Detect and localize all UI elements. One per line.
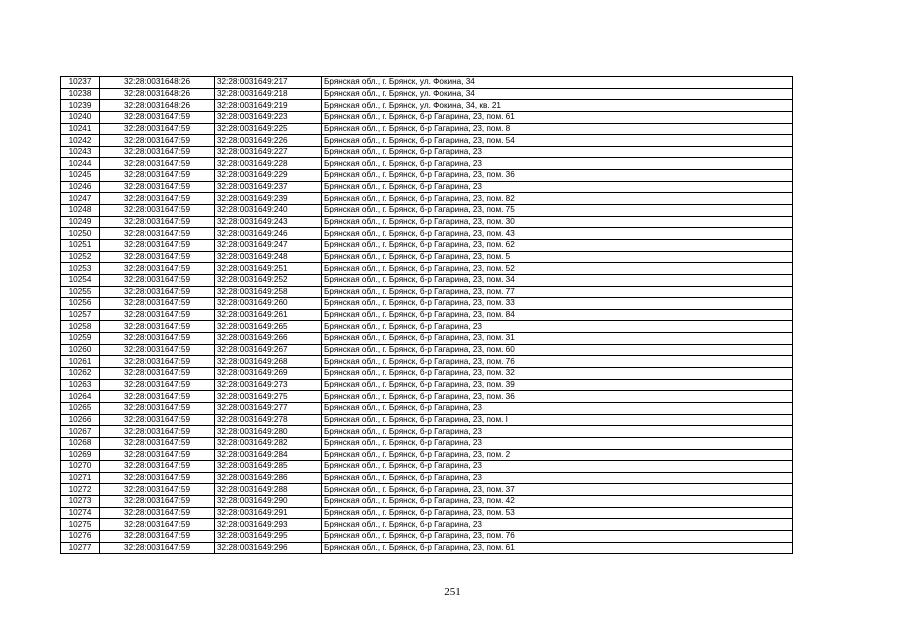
cadastral-number-cell: 32:28:0031649:284 <box>215 449 322 461</box>
cadastral-number-cell: 32:28:0031649:290 <box>215 496 322 508</box>
cadastral-number-cell: 32:28:0031649:277 <box>215 402 322 414</box>
cadastral-number-cell: 32:28:0031649:286 <box>215 472 322 484</box>
address-cell: Брянская обл., г. Брянск, б-р Гагарина, 23, пом. 82 <box>322 193 793 205</box>
row-number-cell: 10244 <box>61 158 100 170</box>
address-cell: Брянская обл., г. Брянск, б-р Гагарина, 23, пом. 36 <box>322 391 793 403</box>
cadastral-number-cell: 32:28:0031649:247 <box>215 239 322 251</box>
row-number-cell: 10264 <box>61 391 100 403</box>
parent-cadastral-number-cell: 32:28:0031647:59 <box>100 193 215 205</box>
register-table <box>60 76 793 554</box>
table-row <box>61 356 793 368</box>
cadastral-number-cell: 32:28:0031649:293 <box>215 519 322 531</box>
address-cell: Брянская обл., г. Брянск, б-р Гагарина, 23, пом. I <box>322 414 793 426</box>
parent-cadastral-number-cell: 32:28:0031648:26 <box>100 100 215 112</box>
cadastral-number-cell: 32:28:0031649:226 <box>215 135 322 147</box>
address-cell: Брянская обл., г. Брянск, б-р Гагарина, 23, пом. 2 <box>322 449 793 461</box>
cadastral-number-cell: 32:28:0031649:218 <box>215 88 322 100</box>
cadastral-number-cell: 32:28:0031649:227 <box>215 146 322 158</box>
row-number-cell: 10257 <box>61 309 100 321</box>
table-row <box>61 507 793 519</box>
row-number-cell: 10256 <box>61 298 100 310</box>
table-row <box>61 496 793 508</box>
row-number-cell: 10274 <box>61 507 100 519</box>
parent-cadastral-number-cell: 32:28:0031648:26 <box>100 77 215 89</box>
table-row <box>61 100 793 112</box>
parent-cadastral-number-cell: 32:28:0031647:59 <box>100 507 215 519</box>
cadastral-number-cell: 32:28:0031649:291 <box>215 507 322 519</box>
parent-cadastral-number-cell: 32:28:0031648:26 <box>100 88 215 100</box>
parent-cadastral-number-cell: 32:28:0031647:59 <box>100 437 215 449</box>
parent-cadastral-number-cell: 32:28:0031647:59 <box>100 484 215 496</box>
parent-cadastral-number-cell: 32:28:0031647:59 <box>100 309 215 321</box>
row-number-cell: 10275 <box>61 519 100 531</box>
cadastral-number-cell: 32:28:0031649:225 <box>215 123 322 135</box>
cadastral-number-cell: 32:28:0031649:229 <box>215 170 322 182</box>
address-cell: Брянская обл., г. Брянск, б-р Гагарина, 23, пом. 43 <box>322 228 793 240</box>
row-number-cell: 10271 <box>61 472 100 484</box>
parent-cadastral-number-cell: 32:28:0031647:59 <box>100 274 215 286</box>
address-cell: Брянская обл., г. Брянск, б-р Гагарина, 23, пом. 32 <box>322 368 793 380</box>
row-number-cell: 10255 <box>61 286 100 298</box>
page-number: 251 <box>444 586 461 598</box>
address-cell: Брянская обл., г. Брянск, б-р Гагарина, 23 <box>322 146 793 158</box>
table-row <box>61 216 793 228</box>
address-cell: Брянская обл., г. Брянск, ул. Фокина, 34 <box>322 88 793 100</box>
row-number-cell: 10277 <box>61 542 100 554</box>
cadastral-number-cell: 32:28:0031649:260 <box>215 298 322 310</box>
row-number-cell: 10243 <box>61 146 100 158</box>
table-row <box>61 239 793 251</box>
table-row <box>61 379 793 391</box>
cadastral-number-cell: 32:28:0031649:252 <box>215 274 322 286</box>
cadastral-number-cell: 32:28:0031649:251 <box>215 263 322 275</box>
parent-cadastral-number-cell: 32:28:0031647:59 <box>100 402 215 414</box>
table-row <box>61 88 793 100</box>
parent-cadastral-number-cell: 32:28:0031647:59 <box>100 379 215 391</box>
address-cell: Брянская обл., г. Брянск, б-р Гагарина, 23 <box>322 472 793 484</box>
table-row <box>61 193 793 205</box>
cadastral-number-cell: 32:28:0031649:248 <box>215 251 322 263</box>
address-cell: Брянская обл., г. Брянск, б-р Гагарина, 23, пом. 62 <box>322 239 793 251</box>
register-table-body <box>61 77 793 554</box>
table-row <box>61 170 793 182</box>
table-row <box>61 333 793 345</box>
address-cell: Брянская обл., г. Брянск, б-р Гагарина, 23, пом. 53 <box>322 507 793 519</box>
table-row <box>61 402 793 414</box>
parent-cadastral-number-cell: 32:28:0031647:59 <box>100 368 215 380</box>
address-cell: Брянская обл., г. Брянск, б-р Гагарина, 23, пом. 61 <box>322 111 793 123</box>
address-cell: Брянская обл., г. Брянск, б-р Гагарина, 23 <box>322 181 793 193</box>
row-number-cell: 10273 <box>61 496 100 508</box>
address-cell: Брянская обл., г. Брянск, б-р Гагарина, 23, пом. 76 <box>322 356 793 368</box>
cadastral-number-cell: 32:28:0031649:265 <box>215 321 322 333</box>
row-number-cell: 10242 <box>61 135 100 147</box>
row-number-cell: 10240 <box>61 111 100 123</box>
table-row <box>61 530 793 542</box>
table-row <box>61 123 793 135</box>
row-number-cell: 10267 <box>61 426 100 438</box>
cadastral-number-cell: 32:28:0031649:273 <box>215 379 322 391</box>
table-row <box>61 77 793 89</box>
row-number-cell: 10263 <box>61 379 100 391</box>
row-number-cell: 10250 <box>61 228 100 240</box>
address-cell: Брянская обл., г. Брянск, б-р Гагарина, 23 <box>322 461 793 473</box>
table-row <box>61 321 793 333</box>
address-cell: Брянская обл., г. Брянск, б-р Гагарина, 23 <box>322 426 793 438</box>
cadastral-number-cell: 32:28:0031649:282 <box>215 437 322 449</box>
address-cell: Брянская обл., г. Брянск, б-р Гагарина, 23, пом. 42 <box>322 496 793 508</box>
cadastral-number-cell: 32:28:0031649:243 <box>215 216 322 228</box>
row-number-cell: 10247 <box>61 193 100 205</box>
parent-cadastral-number-cell: 32:28:0031647:59 <box>100 170 215 182</box>
table-row <box>61 251 793 263</box>
cadastral-number-cell: 32:28:0031649:239 <box>215 193 322 205</box>
parent-cadastral-number-cell: 32:28:0031647:59 <box>100 519 215 531</box>
cadastral-number-cell: 32:28:0031649:267 <box>215 344 322 356</box>
cadastral-number-cell: 32:28:0031649:285 <box>215 461 322 473</box>
address-cell: Брянская обл., г. Брянск, б-р Гагарина, 23 <box>322 437 793 449</box>
parent-cadastral-number-cell: 32:28:0031647:59 <box>100 344 215 356</box>
parent-cadastral-number-cell: 32:28:0031647:59 <box>100 135 215 147</box>
parent-cadastral-number-cell: 32:28:0031647:59 <box>100 111 215 123</box>
row-number-cell: 10265 <box>61 402 100 414</box>
parent-cadastral-number-cell: 32:28:0031647:59 <box>100 449 215 461</box>
parent-cadastral-number-cell: 32:28:0031647:59 <box>100 251 215 263</box>
cadastral-number-cell: 32:28:0031649:258 <box>215 286 322 298</box>
cadastral-number-cell: 32:28:0031649:246 <box>215 228 322 240</box>
address-cell: Брянская обл., г. Брянск, б-р Гагарина, 23, пом. 30 <box>322 216 793 228</box>
address-cell: Брянская обл., г. Брянск, б-р Гагарина, 23, пом. 61 <box>322 542 793 554</box>
row-number-cell: 10246 <box>61 181 100 193</box>
table-row <box>61 426 793 438</box>
address-cell: Брянская обл., г. Брянск, б-р Гагарина, 23, пом. 77 <box>322 286 793 298</box>
cadastral-number-cell: 32:28:0031649:275 <box>215 391 322 403</box>
table-row <box>61 286 793 298</box>
parent-cadastral-number-cell: 32:28:0031647:59 <box>100 472 215 484</box>
address-cell: Брянская обл., г. Брянск, б-р Гагарина, 23 <box>322 402 793 414</box>
cadastral-number-cell: 32:28:0031649:219 <box>215 100 322 112</box>
cadastral-number-cell: 32:28:0031649:237 <box>215 181 322 193</box>
row-number-cell: 10251 <box>61 239 100 251</box>
address-cell: Брянская обл., г. Брянск, б-р Гагарина, 23, пом. 39 <box>322 379 793 391</box>
address-cell: Брянская обл., г. Брянск, б-р Гагарина, 23 <box>322 321 793 333</box>
row-number-cell: 10266 <box>61 414 100 426</box>
address-cell: Брянская обл., г. Брянск, б-р Гагарина, 23 <box>322 158 793 170</box>
parent-cadastral-number-cell: 32:28:0031647:59 <box>100 205 215 217</box>
table-row <box>61 368 793 380</box>
parent-cadastral-number-cell: 32:28:0031647:59 <box>100 333 215 345</box>
row-number-cell: 10269 <box>61 449 100 461</box>
table-row <box>61 274 793 286</box>
address-cell: Брянская обл., г. Брянск, б-р Гагарина, 23, пом. 5 <box>322 251 793 263</box>
table-row <box>61 309 793 321</box>
cadastral-number-cell: 32:28:0031649:261 <box>215 309 322 321</box>
cadastral-number-cell: 32:28:0031649:278 <box>215 414 322 426</box>
address-cell: Брянская обл., г. Брянск, б-р Гагарина, 23, пом. 76 <box>322 530 793 542</box>
table-row <box>61 484 793 496</box>
address-cell: Брянская обл., г. Брянск, б-р Гагарина, 23, пом. 36 <box>322 170 793 182</box>
cadastral-number-cell: 32:28:0031649:240 <box>215 205 322 217</box>
row-number-cell: 10241 <box>61 123 100 135</box>
table-row <box>61 461 793 473</box>
table-row <box>61 135 793 147</box>
parent-cadastral-number-cell: 32:28:0031647:59 <box>100 181 215 193</box>
table-row <box>61 263 793 275</box>
address-cell: Брянская обл., г. Брянск, б-р Гагарина, 23, пом. 33 <box>322 298 793 310</box>
table-row <box>61 344 793 356</box>
parent-cadastral-number-cell: 32:28:0031647:59 <box>100 146 215 158</box>
table-row <box>61 205 793 217</box>
parent-cadastral-number-cell: 32:28:0031647:59 <box>100 286 215 298</box>
row-number-cell: 10272 <box>61 484 100 496</box>
table-row <box>61 181 793 193</box>
row-number-cell: 10245 <box>61 170 100 182</box>
cadastral-number-cell: 32:28:0031649:288 <box>215 484 322 496</box>
row-number-cell: 10254 <box>61 274 100 286</box>
address-cell: Брянская обл., г. Брянск, ул. Фокина, 34, кв. 21 <box>322 100 793 112</box>
address-cell: Брянская обл., г. Брянск, б-р Гагарина, 23, пом. 37 <box>322 484 793 496</box>
table-row <box>61 228 793 240</box>
parent-cadastral-number-cell: 32:28:0031647:59 <box>100 123 215 135</box>
cadastral-number-cell: 32:28:0031649:280 <box>215 426 322 438</box>
address-cell: Брянская обл., г. Брянск, б-р Гагарина, 23, пом. 52 <box>322 263 793 275</box>
parent-cadastral-number-cell: 32:28:0031647:59 <box>100 298 215 310</box>
address-cell: Брянская обл., г. Брянск, б-р Гагарина, 23, пом. 54 <box>322 135 793 147</box>
parent-cadastral-number-cell: 32:28:0031647:59 <box>100 391 215 403</box>
parent-cadastral-number-cell: 32:28:0031647:59 <box>100 542 215 554</box>
parent-cadastral-number-cell: 32:28:0031647:59 <box>100 496 215 508</box>
parent-cadastral-number-cell: 32:28:0031647:59 <box>100 461 215 473</box>
parent-cadastral-number-cell: 32:28:0031647:59 <box>100 321 215 333</box>
address-cell: Брянская обл., г. Брянск, б-р Гагарина, 23, пом. 31 <box>322 333 793 345</box>
table-row <box>61 437 793 449</box>
table-row <box>61 391 793 403</box>
cadastral-number-cell: 32:28:0031649:223 <box>215 111 322 123</box>
table-row <box>61 158 793 170</box>
parent-cadastral-number-cell: 32:28:0031647:59 <box>100 530 215 542</box>
row-number-cell: 10252 <box>61 251 100 263</box>
parent-cadastral-number-cell: 32:28:0031647:59 <box>100 263 215 275</box>
parent-cadastral-number-cell: 32:28:0031647:59 <box>100 426 215 438</box>
address-cell: Брянская обл., г. Брянск, ул. Фокина, 34 <box>322 77 793 89</box>
table-row <box>61 111 793 123</box>
parent-cadastral-number-cell: 32:28:0031647:59 <box>100 239 215 251</box>
table-row <box>61 449 793 461</box>
row-number-cell: 10262 <box>61 368 100 380</box>
cadastral-number-cell: 32:28:0031649:296 <box>215 542 322 554</box>
address-cell: Брянская обл., г. Брянск, б-р Гагарина, 23 <box>322 519 793 531</box>
table-row <box>61 298 793 310</box>
parent-cadastral-number-cell: 32:28:0031647:59 <box>100 216 215 228</box>
address-cell: Брянская обл., г. Брянск, б-р Гагарина, 23, пом. 8 <box>322 123 793 135</box>
row-number-cell: 10270 <box>61 461 100 473</box>
cadastral-number-cell: 32:28:0031649:295 <box>215 530 322 542</box>
table-row <box>61 146 793 158</box>
table-row <box>61 542 793 554</box>
address-cell: Брянская обл., г. Брянск, б-р Гагарина, 23, пом. 84 <box>322 309 793 321</box>
parent-cadastral-number-cell: 32:28:0031647:59 <box>100 158 215 170</box>
parent-cadastral-number-cell: 32:28:0031647:59 <box>100 414 215 426</box>
row-number-cell: 10259 <box>61 333 100 345</box>
cadastral-number-cell: 32:28:0031649:268 <box>215 356 322 368</box>
row-number-cell: 10253 <box>61 263 100 275</box>
row-number-cell: 10268 <box>61 437 100 449</box>
cadastral-number-cell: 32:28:0031649:269 <box>215 368 322 380</box>
row-number-cell: 10258 <box>61 321 100 333</box>
row-number-cell: 10248 <box>61 205 100 217</box>
table-row <box>61 519 793 531</box>
address-cell: Брянская обл., г. Брянск, б-р Гагарина, 23, пом. 75 <box>322 205 793 217</box>
table-row <box>61 414 793 426</box>
cadastral-number-cell: 32:28:0031649:228 <box>215 158 322 170</box>
row-number-cell: 10238 <box>61 88 100 100</box>
address-cell: Брянская обл., г. Брянск, б-р Гагарина, 23, пом. 34 <box>322 274 793 286</box>
row-number-cell: 10237 <box>61 77 100 89</box>
row-number-cell: 10276 <box>61 530 100 542</box>
cadastral-number-cell: 32:28:0031649:217 <box>215 77 322 89</box>
row-number-cell: 10260 <box>61 344 100 356</box>
address-cell: Брянская обл., г. Брянск, б-р Гагарина, 23, пом. 60 <box>322 344 793 356</box>
parent-cadastral-number-cell: 32:28:0031647:59 <box>100 356 215 368</box>
parent-cadastral-number-cell: 32:28:0031647:59 <box>100 228 215 240</box>
table-row <box>61 472 793 484</box>
row-number-cell: 10249 <box>61 216 100 228</box>
row-number-cell: 10239 <box>61 100 100 112</box>
row-number-cell: 10261 <box>61 356 100 368</box>
cadastral-number-cell: 32:28:0031649:266 <box>215 333 322 345</box>
